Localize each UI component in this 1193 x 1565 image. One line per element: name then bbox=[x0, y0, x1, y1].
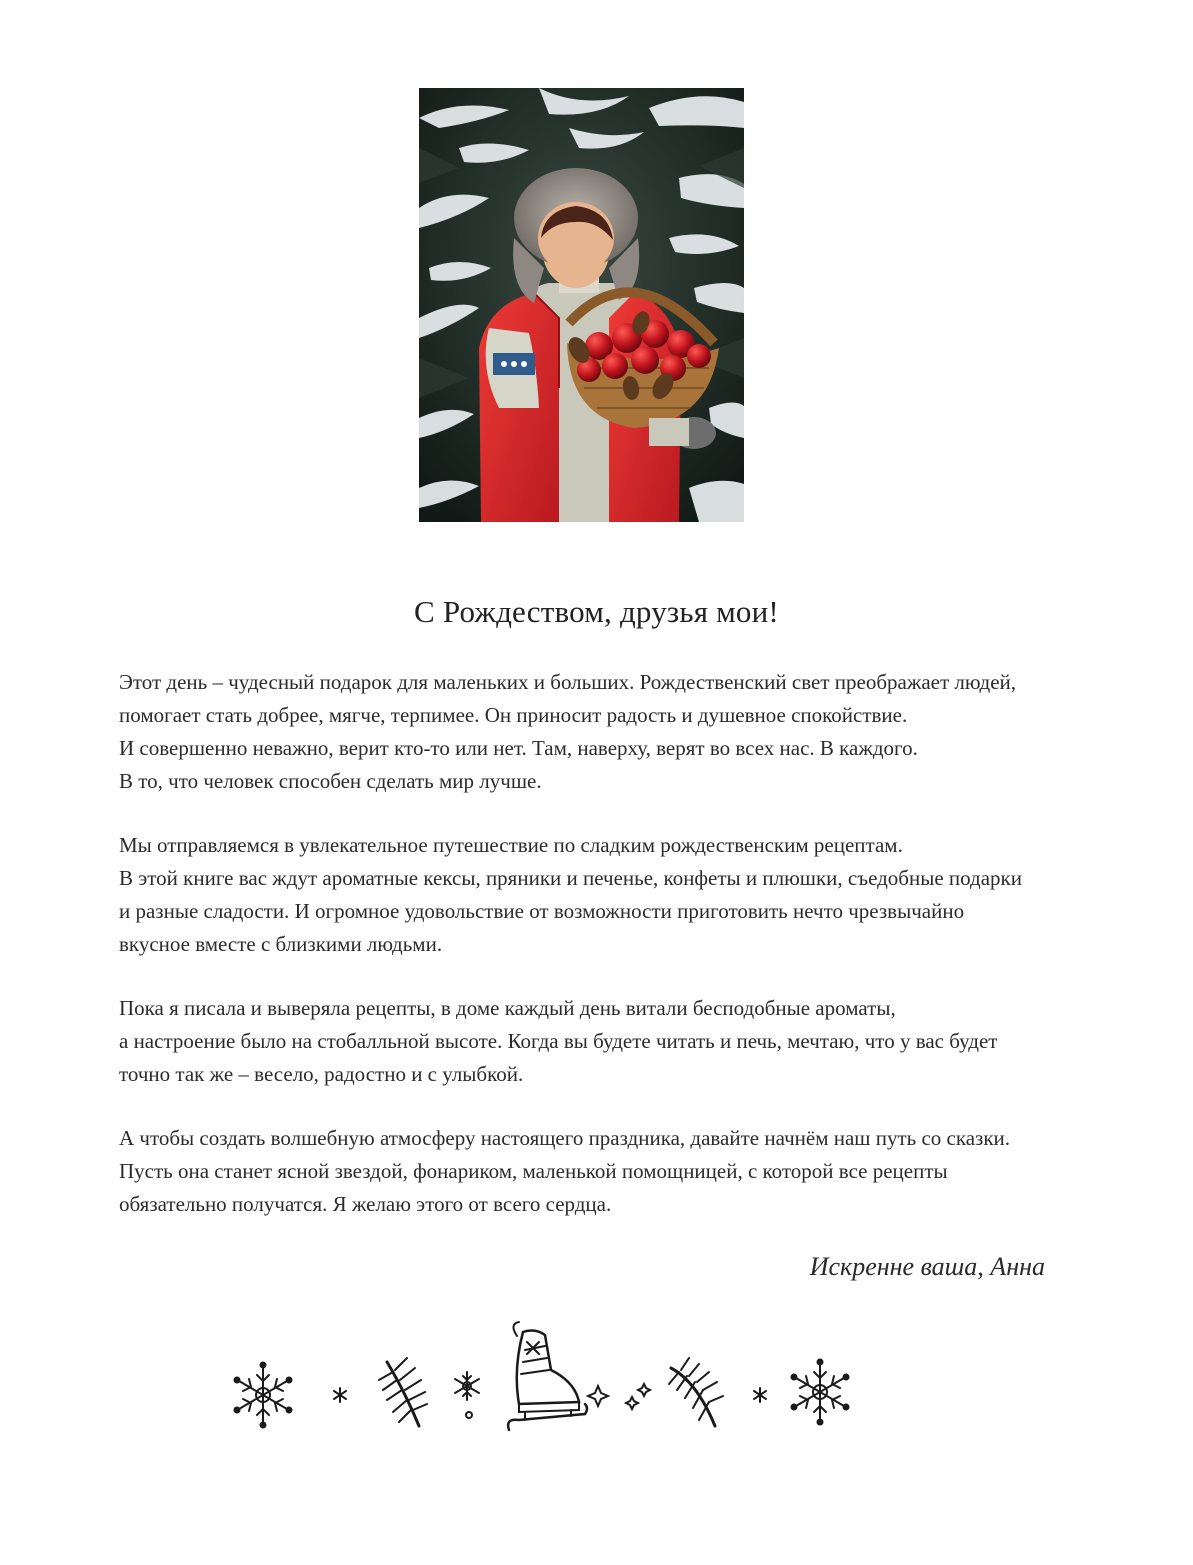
text-line: и разные сладости. И огромное удовольствие от возможности приготовить нечто чрезвычайно bbox=[119, 899, 965, 923]
text-line: помогает стать добрее, мягче, терпимее. Он приносит радость и душевное спокойствие. bbox=[119, 703, 908, 727]
ornament-row bbox=[0, 1320, 1193, 1460]
pine-branch-icon bbox=[379, 1358, 427, 1426]
text-line: Этот день – чудесный подарок для маленьких и больших. Рождественский свет преображает людей, bbox=[119, 670, 1017, 694]
paragraph-3 bbox=[119, 992, 1079, 1091]
star-icon bbox=[334, 1388, 346, 1402]
snowflake-icon bbox=[792, 1360, 849, 1425]
text-line: В то, что человек способен сделать мир лучше. bbox=[119, 769, 542, 793]
text-line: обязательно получатся. Я желаю этого от всего сердца. bbox=[119, 1192, 612, 1216]
text-line: а настроение было на стобалльной высоте. Когда вы будете читать и печь, мечтаю, что у вас будет bbox=[119, 1029, 998, 1053]
dot-icon bbox=[466, 1412, 472, 1418]
star-icon bbox=[754, 1388, 766, 1402]
snowflake-icon bbox=[455, 1372, 479, 1400]
portrait-photo-image bbox=[419, 88, 744, 522]
snowflake-icon bbox=[235, 1363, 292, 1428]
ice-skate-icon bbox=[508, 1322, 587, 1430]
pine-branch-icon bbox=[669, 1358, 723, 1426]
text-line: В этой книге вас ждут ароматные кексы, пряники и печенье, конфеты и плюшки, съедобные подарки bbox=[119, 866, 1022, 890]
text-line: вкусное вместе с близкими людьми. bbox=[119, 932, 443, 956]
sparkle-icon bbox=[638, 1384, 650, 1396]
text-line: Мы отправляемся в увлекательное путешествие по сладким рождественским рецептам. bbox=[119, 833, 903, 857]
text-line: Пусть она станет ясной звездой, фонариком, маленькой помощницей, с которой все рецепты bbox=[119, 1159, 948, 1183]
text-line: Пока я писала и выверяла рецепты, в доме каждый день витали бесподобные ароматы, bbox=[119, 996, 896, 1020]
paragraph-1 bbox=[119, 666, 1079, 798]
signature: Искренне ваша, Анна bbox=[809, 1252, 1045, 1281]
body-text bbox=[119, 666, 1079, 1252]
sparkle-icon bbox=[588, 1386, 608, 1406]
portrait-photo bbox=[419, 88, 744, 522]
text-line: И совершенно неважно, верит кто-то или нет. Там, наверху, верят во всех нас. В каждого. bbox=[119, 736, 918, 760]
paragraph-4 bbox=[119, 1122, 1079, 1221]
text-line: точно так же – весело, радостно и с улыбкой. bbox=[119, 1062, 524, 1086]
page-title: С Рождеством, друзья мои! bbox=[414, 594, 779, 629]
paragraph-2 bbox=[119, 829, 1079, 961]
text-line: А чтобы создать волшебную атмосферу настоящего праздника, давайте начнём наш путь со сказки. bbox=[119, 1126, 1011, 1150]
sparkle-icon bbox=[626, 1397, 638, 1409]
